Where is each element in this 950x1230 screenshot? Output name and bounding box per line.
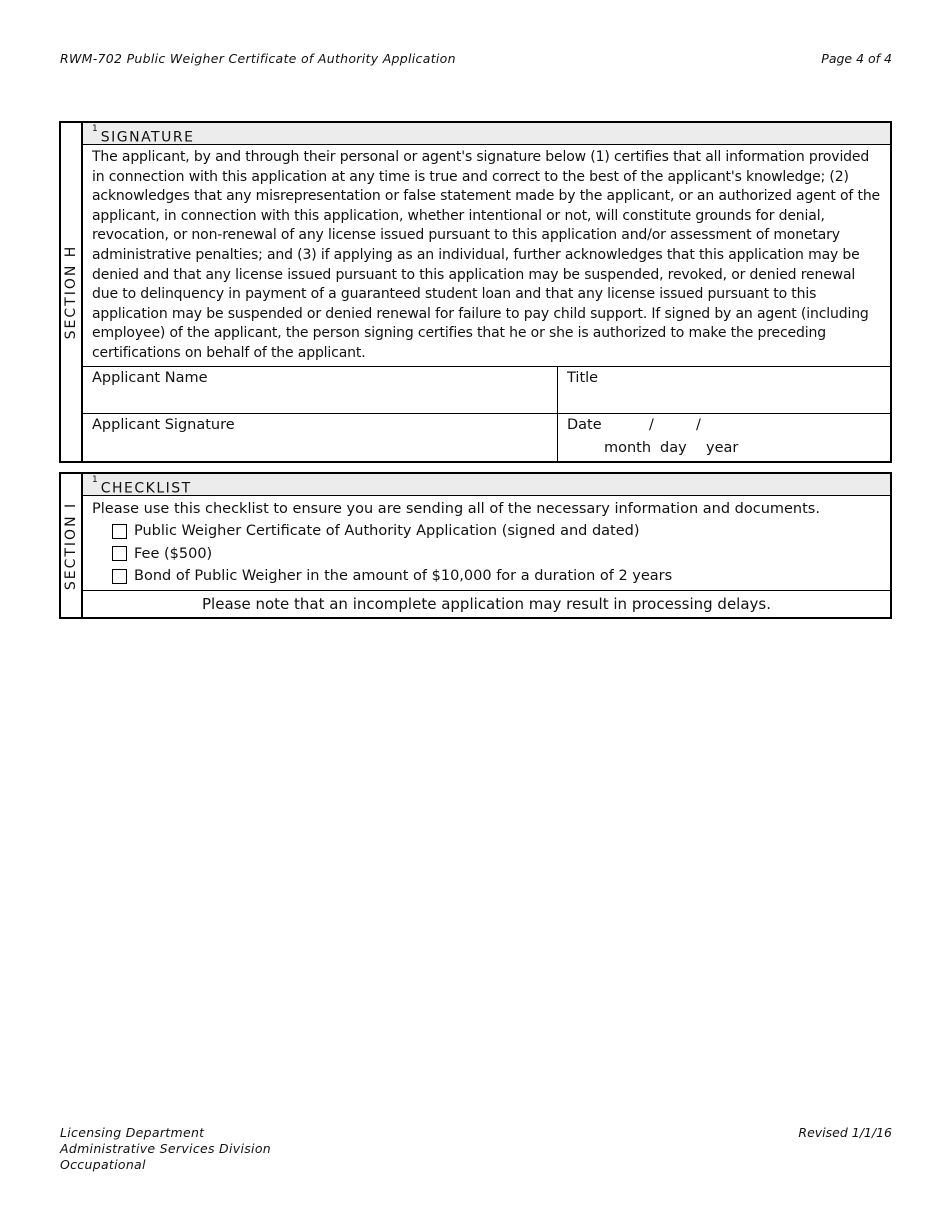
year-label: year [706, 440, 739, 457]
date-separator-2: / [696, 417, 701, 434]
section-i-superscript: 1 [92, 475, 98, 485]
checklist-item [83, 543, 890, 566]
applicant-signature-field[interactable] [83, 414, 558, 461]
page-number: Page 4 of 4 [821, 51, 892, 66]
section-h-superscript: 1 [92, 124, 98, 134]
applicant-signature-label: Applicant Signature [92, 417, 235, 434]
footer-revised: Revised 1/1/16 [798, 1125, 892, 1140]
section-i-title-bar [83, 474, 890, 496]
applicant-name-label: Applicant Name [92, 369, 208, 386]
signature-date-row [83, 414, 890, 461]
certification-text: The applicant, by and through their personal or agent's signature below (1) certifies that all information provided in connection with this application at any time is true and correct to the best of the applicant's knowledge; (2) acknowledges that any misrepresentation or false statement made by the applicant, or an authorized agent of the applicant, in connection with this application, whether intentional or not, will constitute grounds for denial, revocation, or non-renewal of any license issued pursuant to this application and/or assessment of monetary administrative penalties; and (3) if applying as an individual, further acknowledges that this application may be denied and that any license issued pursuant to this application may be suspended, revoked, or denied renewal due to delinquency in payment of a guaranteed student loan and that any license issued pursuant to this application may be suspended or denied renewal for failure to pay child support. If signed by an agent (including employee) of the applicant, the person signing certifies that he or she is authorized to make the preceding certifications on behalf of the applicant. [83, 145, 890, 367]
footer-department [60, 1125, 271, 1173]
month-label: month [604, 440, 652, 457]
section-h-signature [59, 121, 892, 463]
section-h-title-bar [83, 123, 890, 145]
date-label: Date [567, 417, 602, 434]
section-h-label: SECTION H [63, 244, 79, 340]
section-i-title: CHECKLIST [100, 480, 192, 497]
form-title: RWM-702 Public Weigher Certificate of Authority Application [60, 51, 456, 66]
checklist-item-label: Fee ($500) [134, 545, 213, 562]
checkbox-application[interactable] [112, 524, 127, 539]
checkbox-bond[interactable] [112, 569, 127, 584]
footer-line-1: Licensing Department [60, 1125, 205, 1140]
title-label: Title [567, 369, 599, 386]
section-i-label: SECTION I [63, 501, 79, 590]
checklist-intro: Please use this checklist to ensure you are sending all of the necessary information and documents. [92, 501, 820, 517]
footer-line-2: Administrative Services Division [60, 1141, 271, 1156]
checklist-item [83, 565, 890, 588]
incomplete-application-note: Please note that an incomplete application may result in processing delays. [83, 590, 890, 617]
date-field[interactable] [558, 414, 890, 461]
checklist-item-label: Bond of Public Weigher in the amount of $10,000 for a duration of 2 years [134, 568, 673, 585]
section-h-title: SIGNATURE [100, 129, 195, 146]
applicant-name-field[interactable] [83, 367, 558, 414]
date-separator-1: / [649, 417, 654, 434]
name-title-row [83, 367, 890, 415]
title-field[interactable] [558, 367, 890, 414]
day-label: day [660, 440, 687, 457]
section-i-checklist [59, 472, 892, 619]
section-h-sidebar [61, 123, 83, 461]
footer-line-3: Occupational [60, 1157, 146, 1172]
checklist-item [83, 520, 890, 543]
checkbox-fee[interactable] [112, 546, 127, 561]
checklist-item-label: Public Weigher Certificate of Authority Application (signed and dated) [134, 523, 640, 540]
section-i-sidebar [61, 474, 83, 617]
